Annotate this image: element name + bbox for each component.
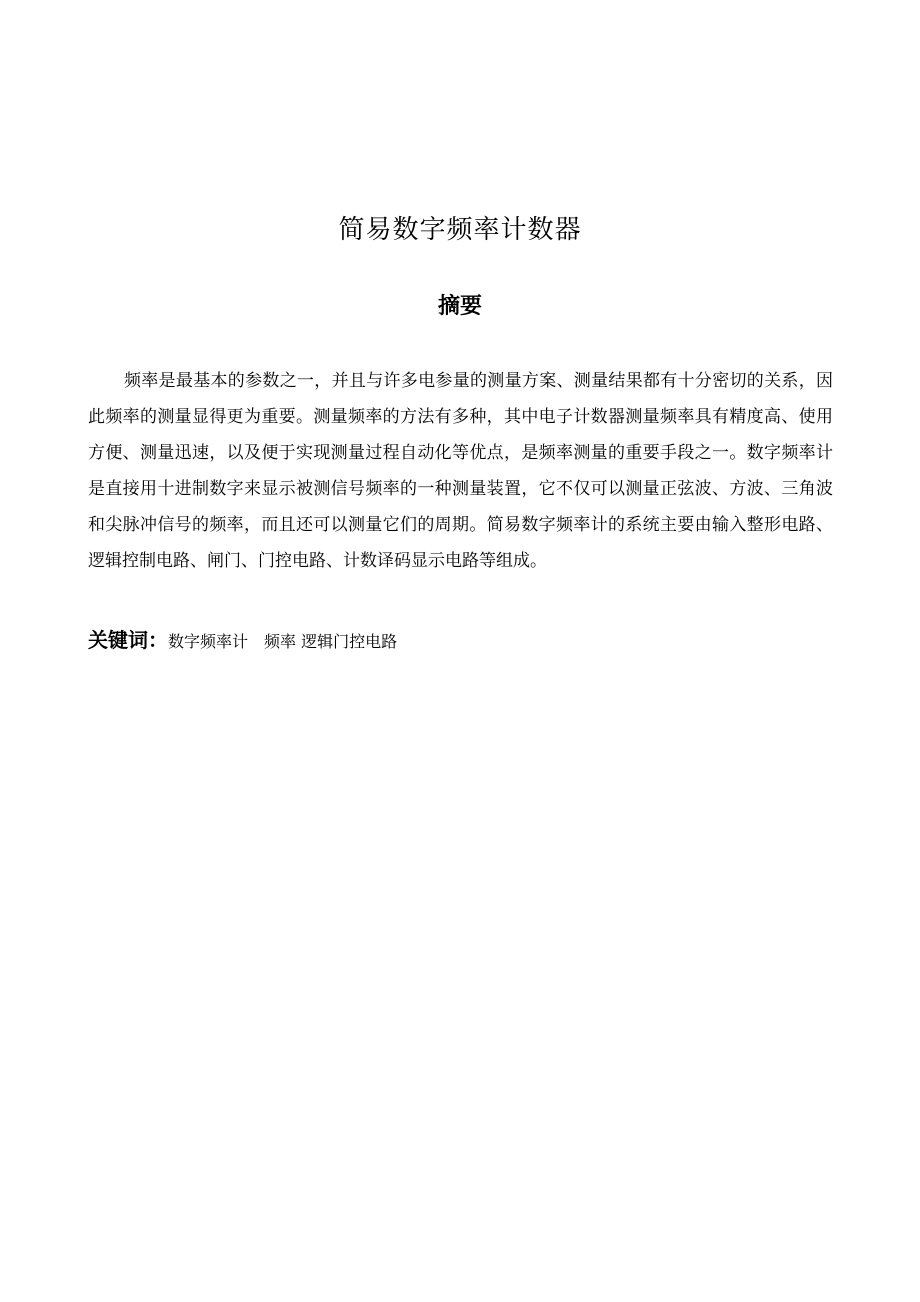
document-title: 简易数字频率计数器 — [338, 215, 582, 245]
keywords-value: 数字频率计 频率 逻辑门控电路 — [168, 632, 398, 651]
keywords-label: 关键词： — [88, 628, 168, 652]
abstract-paragraph: 频率是最基本的参数之一，并且与许多电参量的测量方案、测量结果都有十分密切的关系，因此频率的测量显得更为重要。测量频率的方法有多种，其中电子计数器测量频率具有精度高、使用方便、测量迅速，以及便于实现测量过程自动化等优点，是频率测量的重要手段之一。数字频率计是直接用十进制数字来显示被测信号频率的一种测量装置，它不仅可以测量正弦波、方波、三角波和尖脉冲信号的频率，而且还可以测量它们的周期。简易数字频率计的系统主要由输入整形电路、逻辑控制电路、闸门、门控电路、计数译码显示电路等组成。 — [88, 371, 833, 571]
keywords-line — [88, 622, 833, 660]
abstract-heading: 摘要 — [437, 294, 482, 319]
